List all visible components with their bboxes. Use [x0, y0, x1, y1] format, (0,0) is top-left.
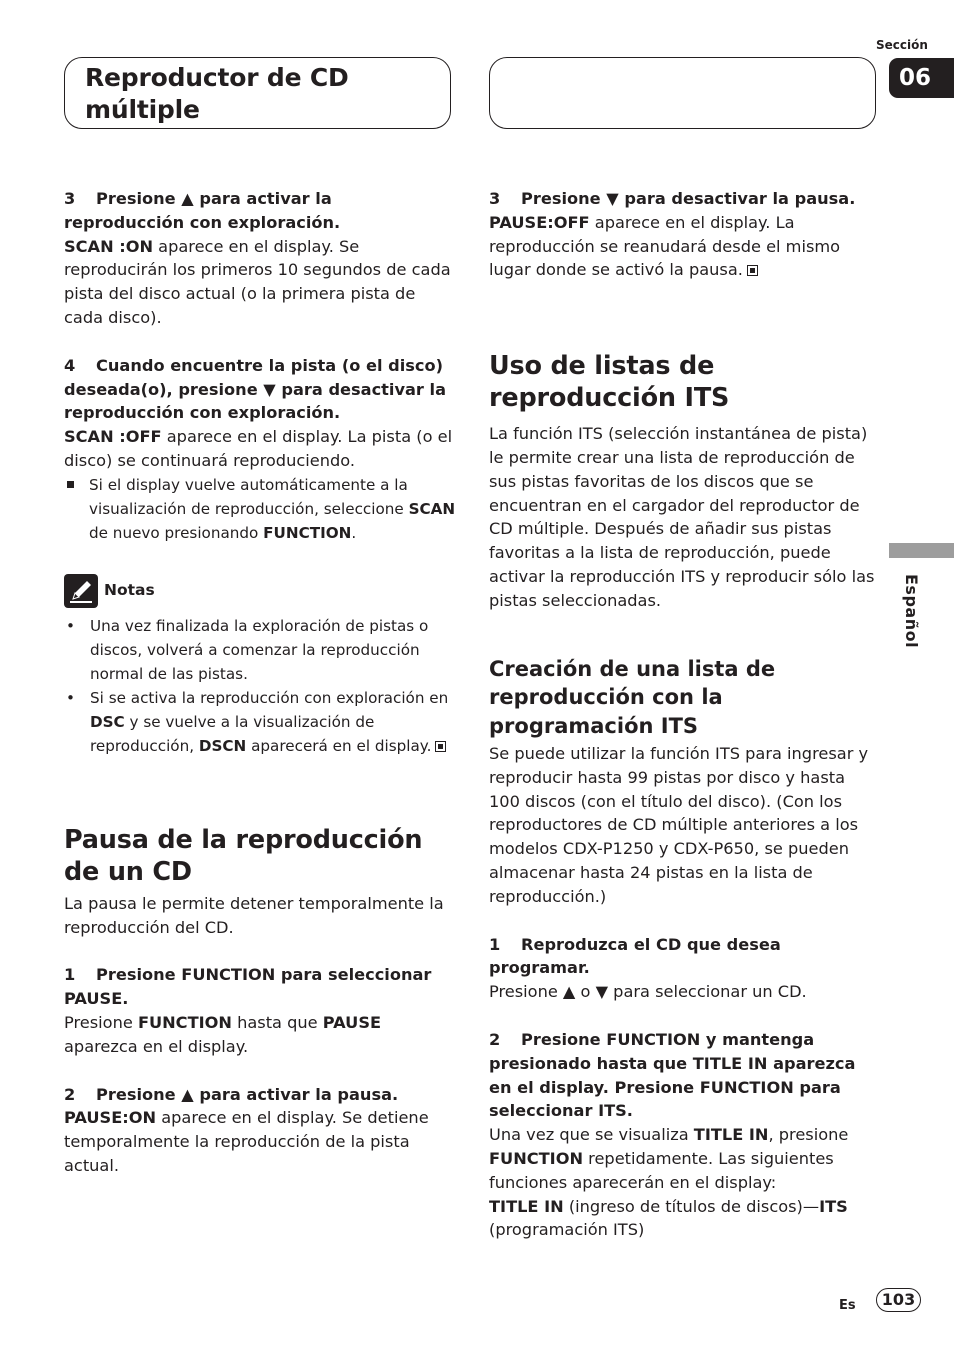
step-3-scan-on — [64, 187, 456, 235]
body-text: hasta que — [231, 1012, 323, 1032]
section-title-line1: Reproductor de CD — [85, 63, 349, 92]
section-title-line2: múltiple — [85, 95, 200, 124]
pause-step-2 — [64, 1083, 456, 1107]
notes-header — [64, 574, 456, 608]
step-text: Presione ▲ para activar la pausa. — [96, 1084, 399, 1104]
display-code: SCAN :ON — [64, 236, 154, 256]
step-number: 4 — [64, 355, 76, 375]
body-text: , presione — [768, 1125, 849, 1145]
section-number-badge: 06 — [889, 58, 954, 98]
display-code: PAUSE:ON — [64, 1108, 157, 1128]
display-code: FUNCTION — [263, 523, 352, 542]
display-code: DSCN — [198, 736, 247, 755]
body-text: aparezca en el display. — [64, 1036, 249, 1056]
display-code: PAUSE — [322, 1012, 382, 1032]
language-tab-bar — [889, 543, 954, 558]
note-item — [64, 686, 456, 758]
square-bullet-note — [64, 473, 456, 545]
body-text: Una vez que se visualiza — [489, 1125, 694, 1145]
its-intro: La función ITS (selección instantánea de pista) le permite crear una lista de reproducción de sus pistas favoritas de los discos que se encuentran en el cargador del reproductor de CD múltiple. Después de añadir sus pistas favoritas a la lista de reproducción, puede activar la reproducción ITS y reproducir sólo las pistas seleccionadas. — [489, 424, 875, 610]
step-number: 3 — [489, 189, 501, 208]
its-step-1 — [489, 933, 881, 981]
its-step-2 — [489, 1028, 881, 1123]
step-text: Presione FUNCTION para seleccionar PAUSE. — [64, 965, 432, 1009]
body-text: aparece en el display. La pista (o el disco) se continuará reproduciendo. — [64, 427, 453, 470]
display-code: SCAN — [408, 499, 456, 518]
body-text: aparece en el display. La reproducción se reanudará desde el mismo lugar donde se activó la pausa. — [489, 212, 841, 280]
display-code: ITS — [819, 1196, 848, 1216]
step-text: Presione FUNCTION y mantenga presionado hasta que TITLE IN aparezca en el display. Presione FUNCTION para seleccionar ITS. — [489, 1030, 856, 1121]
its-step-2-description — [489, 1123, 881, 1194]
step-4-scan-off — [64, 354, 456, 425]
pause-step-1 — [64, 963, 456, 1011]
body-text: y se vuelve a la visualización de reproducción, — [90, 712, 375, 755]
body-text: Si se activa la reproducción con exploración en — [90, 688, 449, 707]
end-of-section-icon — [747, 265, 758, 276]
step-number: 2 — [489, 1030, 501, 1050]
step-number: 1 — [64, 965, 76, 985]
notes-title: Notas — [104, 580, 155, 599]
step-number: 3 — [64, 189, 76, 208]
pause-on-description — [64, 1106, 456, 1177]
body-text: repetidamente. Las siguientes funciones aparecerán en el display: — [489, 1149, 834, 1192]
section-title-box — [64, 57, 451, 129]
body-text: (ingreso de títulos de discos)— — [563, 1196, 820, 1216]
body-text: aparecerá en el display. — [246, 736, 432, 755]
language-label: Español — [902, 574, 921, 649]
step-text: Presione ▼ para desactivar la pausa. — [521, 189, 856, 208]
body-text: Si el display vuelve automáticamente a la visualización de reproducción, seleccione — [89, 475, 409, 518]
step-number: 2 — [64, 1084, 76, 1104]
display-code: FUNCTION — [137, 1012, 232, 1032]
display-code: PAUSE:OFF — [489, 212, 590, 232]
notes-list — [64, 614, 456, 758]
display-code: TITLE IN — [489, 1196, 564, 1216]
pause-intro: La pausa le permite detener temporalmente la reproducción del CD. — [64, 893, 444, 937]
scan-off-description — [64, 425, 456, 473]
pause-heading: Pausa de la reproducción de un CD — [64, 824, 423, 887]
body-text: aparece en el display. Se reproducirán los primeros 10 segundos de cada pista del disco actual (o la primera pista de cada disco). — [64, 236, 451, 327]
pencil-note-icon — [64, 574, 98, 608]
step-text: Presione ▲ para activar la reproducción con exploración. — [64, 189, 341, 232]
page-number: 103 — [876, 1288, 921, 1312]
step-text: Reproduzca el CD que desea programar. — [489, 934, 781, 978]
pause-step-3 — [489, 187, 881, 211]
body-text: de nuevo presionando — [89, 523, 264, 542]
left-column — [64, 187, 456, 1178]
footer-language-code: Es — [839, 1298, 856, 1313]
body-text: . — [351, 523, 357, 542]
display-code: SCAN :OFF — [64, 427, 162, 447]
its-function-sequence — [489, 1195, 881, 1243]
body-text: aparece en el display. Se detiene temporalmente la reproducción de la pista actual. — [64, 1108, 429, 1175]
scan-on-description — [64, 235, 456, 330]
step-text: Cuando encuentre la pista (o el disco) deseada(o), presione ▼ para desactivar la reproducción con exploración. — [64, 355, 447, 423]
display-code: DSC — [90, 712, 125, 731]
empty-header-box — [489, 57, 876, 129]
body-text: (programación ITS) — [489, 1220, 645, 1240]
section-label: Sección — [876, 38, 928, 52]
its-step-1-description: Presione ▲ o ▼ para seleccionar un CD. — [489, 982, 807, 1002]
display-code: TITLE IN — [693, 1125, 769, 1145]
note-item: • Una vez finalizada la exploración de pistas o discos, volverá a comenzar la reproducción normal de las pistas. — [64, 614, 456, 686]
display-code: FUNCTION — [489, 1149, 584, 1169]
pause-step-1-description — [64, 1011, 456, 1059]
pause-off-description — [489, 211, 881, 282]
end-of-section-icon — [435, 741, 446, 752]
body-text: Presione — [64, 1012, 138, 1032]
create-its-heading: Creación de una lista de reproducción con la programación ITS — [489, 656, 776, 738]
its-heading: Uso de listas de reproducción ITS — [489, 351, 730, 414]
step-number: 1 — [489, 934, 501, 954]
right-column — [489, 187, 881, 1242]
create-its-intro: Se puede utilizar la función ITS para ingresar y reproducir hasta 99 pistas por disco y hasta 100 discos (con el título del disco). (Con los reproductores de CD múltiple anteriores a los modelos CDX-P1250 y CDX-P650, se pueden almacenar hasta 24 pistas en la lista de reproducción.) — [489, 744, 869, 906]
